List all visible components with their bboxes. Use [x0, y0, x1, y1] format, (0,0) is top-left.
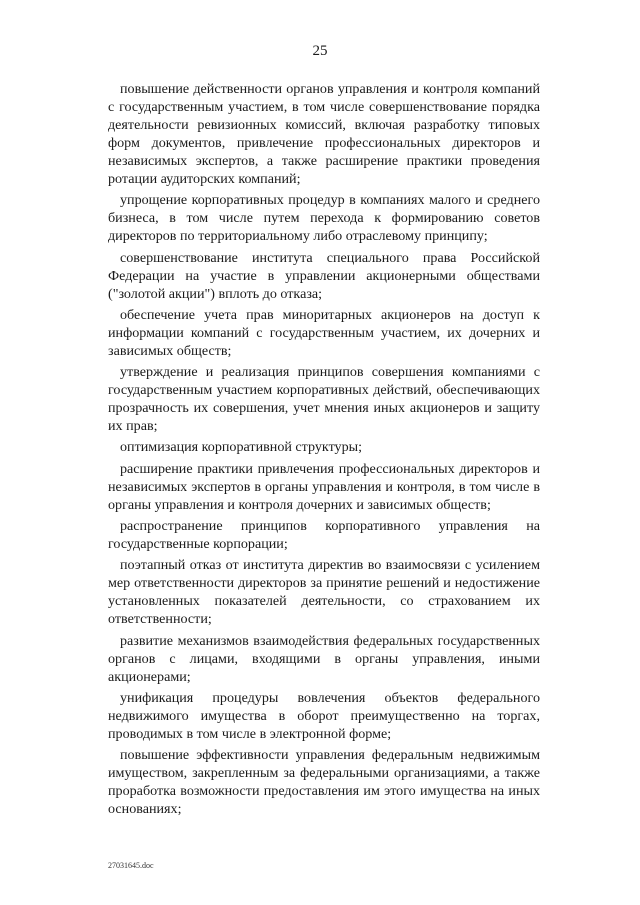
file-name-footer: 27031645.doc: [108, 861, 154, 870]
paragraph: унификация процедуры вовлечения объектов федерального недвижимого имущества в оборот преимущественно на торгах, проводимых в том числе в электронной форме;: [108, 689, 540, 742]
paragraph: упрощение корпоративных процедур в компаниях малого и среднего бизнеса, в том числе путем перехода к формированию советов директоров по территориальному либо отраслевому принципу;: [108, 192, 540, 245]
paragraph: обеспечение учета прав миноритарных акционеров на доступ к информации компаний с государственным участием, их дочерних и зависимых обществ;: [108, 306, 540, 359]
page-number: 25: [312, 43, 328, 59]
paragraph: развитие механизмов взаимодействия федеральных государственных органов с лицами, входящими в органы управления, иными акционерами;: [108, 632, 540, 685]
paragraph: утверждение и реализация принципов совершения компаниями с государственным участием корпоративных действий, обеспечивающих прозрачность их совершения, учет мнения иных акционеров и защиту их прав;: [108, 364, 540, 435]
paragraph: расширение практики привлечения профессиональных директоров и независимых экспертов в органы управления и контроля, в том числе в органы управления и контроля дочерних и зависимых обществ;: [108, 460, 540, 513]
paragraph: совершенствование института специального права Российской Федерации на участие в управлении акционерными обществами ("золотой акции") вплоть до отказа;: [108, 249, 540, 302]
document-body: [108, 80, 540, 822]
paragraph: распространение принципов корпоративного управления на государственные корпорации;: [108, 518, 540, 553]
paragraph: повышение действенности органов управления и контроля компаний с государственным участием, в том числе совершенствование порядка деятельности ревизионных комиссий, включая разработку типовых форм документов, привлечение профессиональных директоров и независимых экспертов, а также расширение практики проведения ротации аудиторских компаний;: [108, 81, 540, 187]
paragraph: поэтапный отказ от института директив во взаимосвязи с усилением мер ответственности директоров за принятие решений и недостижение установленных показателей деятельности, со страхованием их ответственности;: [108, 557, 540, 628]
paragraph: оптимизация корпоративной структуры;: [120, 439, 363, 456]
paragraph: повышение эффективности управления федеральным недвижимым имуществом, закрепленным за федеральными организациями, а также проработка возможности предоставления им этого имущества на иных основаниях;: [108, 747, 540, 818]
